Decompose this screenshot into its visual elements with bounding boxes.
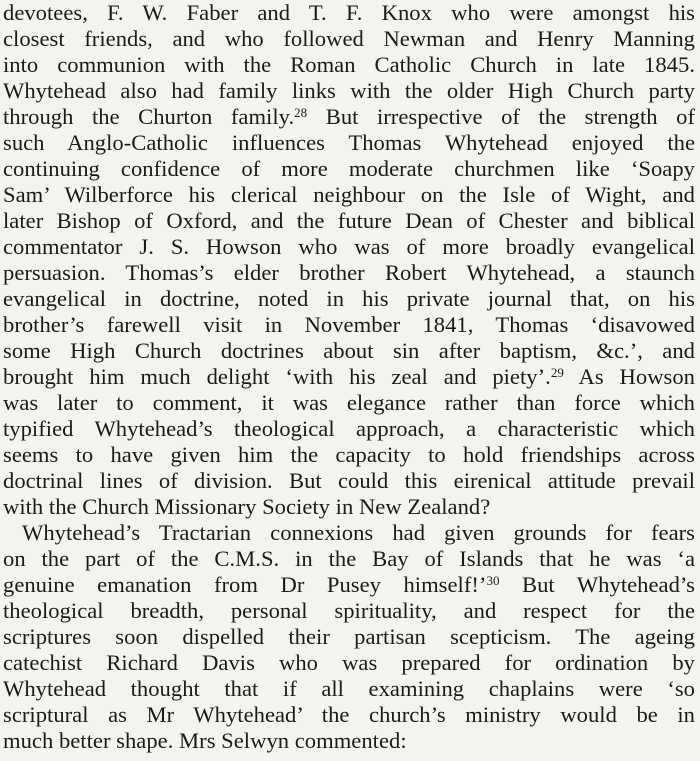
text-line: typified Whytehead’s theological approach, a characteristic which [3,416,695,441]
text-line: commentator J. S. Howson who was of more broadly evangelical [3,234,695,259]
text-line: later Bishop of Oxford, and the future Dean of Chester and biblical [3,208,695,233]
footnote-ref: 29 [550,365,564,380]
text-line: closest friends, and who followed Newman and Henry Manning [3,26,695,51]
text-line: genuine emanation from Dr Pusey himself!’$^{30}$ But Whytehead’s [3,572,695,597]
text-line: was later to comment, it was elegance rather than force which [3,390,695,415]
text-line: devotees, F. W. Faber and T. F. Knox who were amongst his [3,0,695,25]
text-line: Whytehead’s Tractarian connexions had given grounds for fears [22,520,695,545]
text-line: doctrinal lines of division. But could this eirenical attitude prevail [3,468,695,493]
text-line: Sam’ Wilberforce his clerical neighbour on the Isle of Wight, and [3,182,695,207]
text-line: evangelical in doctrine, noted in his private journal that, on his [3,286,695,311]
text-line: with the Church Missionary Society in New Zealand? [3,494,491,519]
footnote-ref: 28 [294,105,308,120]
text-line: seems to have given him the capacity to hold friendships across [3,442,695,467]
text-line: theological breadth, personal spirituality, and respect for the [3,598,695,623]
text-line: into communion with the Roman Catholic Church in late 1845. [3,52,695,77]
text-line: on the part of the C.M.S. in the Bay of Islands that he was ‘a [3,546,695,571]
text-line: such Anglo-Catholic influences Thomas Whytehead enjoyed the [3,130,695,155]
text-line: continuing confidence of more moderate churchmen like ‘Soapy [3,156,695,181]
text-line: catechist Richard Davis who was prepared for ordination by [3,650,695,675]
footnote-ref: 30 [486,573,500,588]
text-line: Whytehead also had family links with the older High Church party [3,78,695,103]
text-line: scriptures soon dispelled their partisan scepticism. The ageing [3,624,695,649]
text-line: brother’s farewell visit in November 1841, Thomas ‘disavowed [3,312,695,337]
text-line: brought him much delight ‘with his zeal and piety’.$^{29}$ As Howson [3,364,695,389]
text-line: much better shape. Mrs Selwyn commented: [3,728,407,753]
text-line: through the Churton family.$^{28}$ But irrespective of the strength of [3,104,695,129]
text-line: Whytehead thought that if all examining chaplains were ‘so [3,676,695,701]
text-line: scriptural as Mr Whytehead’ the church’s ministry would be in [3,702,695,727]
text-line: persuasion. Thomas’s elder brother Robert Whytehead, a staunch [3,260,695,285]
text-line: some High Church doctrines about sin after baptism, &c.’, and [3,338,695,363]
